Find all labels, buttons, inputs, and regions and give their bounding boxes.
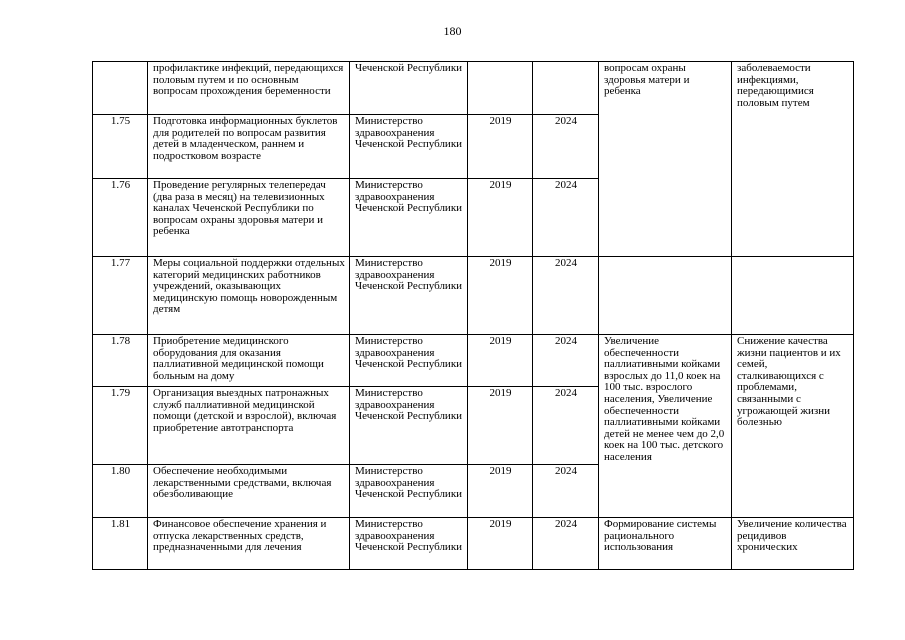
table-row	[93, 62, 854, 115]
risk-cell: Увеличение количества рецидивов хронических	[732, 518, 854, 570]
executor-cell: Министерство здравоохранения Чеченской Республики	[350, 115, 468, 179]
start-year-cell: 2019	[468, 518, 533, 570]
risk-cell	[732, 257, 854, 335]
risk-cell: Снижение качества жизни пациентов и их семей, сталкивающихся с проблемами, связанными с угрожающей жизни болезнью	[732, 335, 854, 518]
expected-result-cell: Увеличение обеспеченности паллиативными койками взрослых до 11,0 коек на 100 тыс. взрослого населения, Увеличение обеспеченности паллиативными койками детей не менее чем до 2,0 коек на 100 тыс. детского населения	[599, 335, 732, 518]
start-year-cell: 2019	[468, 387, 533, 465]
end-year-cell: 2024	[533, 179, 599, 257]
row-number-cell: 1.77	[93, 257, 148, 335]
end-year-cell: 2024	[533, 335, 599, 387]
start-year-cell: 2019	[468, 465, 533, 518]
executor-cell: Министерство здравоохранения Чеченской Республики	[350, 518, 468, 570]
table-row	[93, 335, 854, 387]
expected-result-cell	[599, 257, 732, 335]
end-year-cell: 2024	[533, 257, 599, 335]
end-year-cell: 2024	[533, 387, 599, 465]
event-cell: Проведение регулярных телепередач (два раза в месяц) на телевизионных каналах Чеченской Республики по вопросам охраны здоровья матери и ребенка	[148, 179, 350, 257]
event-cell: Меры социальной поддержки отдельных категорий медицинских работников учреждений, оказывающих медицинскую помощь новорожденным детям	[148, 257, 350, 335]
table-row	[93, 257, 854, 335]
event-cell: Подготовка информационных буклетов для родителей по вопросам развития детей в младенческом, раннем и подростковом возрасте	[148, 115, 350, 179]
row-number-cell	[93, 62, 148, 115]
executor-cell: Министерство здравоохранения Чеченской Республики	[350, 465, 468, 518]
executor-cell: Министерство здравоохранения Чеченской Республики	[350, 257, 468, 335]
event-cell: Приобретение медицинского оборудования для оказания паллиативной медицинской помощи больным на дому	[148, 335, 350, 387]
row-number-cell: 1.75	[93, 115, 148, 179]
row-number-cell: 1.81	[93, 518, 148, 570]
end-year-cell: 2024	[533, 115, 599, 179]
start-year-cell: 2019	[468, 179, 533, 257]
executor-cell: Министерство здравоохранения Чеченской Республики	[350, 179, 468, 257]
measures-table	[92, 61, 854, 570]
executor-cell: Министерство здравоохранения Чеченской Республики	[350, 335, 468, 387]
end-year-cell	[533, 62, 599, 115]
expected-result-cell: Формирование системы рационального использования	[599, 518, 732, 570]
end-year-cell: 2024	[533, 465, 599, 518]
row-number-cell: 1.78	[93, 335, 148, 387]
event-cell: Организация выездных патронажных служб паллиативной медицинской помощи (детской и взрослой), включая приобретение автотранспорта	[148, 387, 350, 465]
end-year-cell: 2024	[533, 518, 599, 570]
start-year-cell: 2019	[468, 335, 533, 387]
page-number: 180	[443, 24, 462, 38]
row-number-cell: 1.76	[93, 179, 148, 257]
row-number-cell: 1.80	[93, 465, 148, 518]
executor-cell: Министерство здравоохранения Чеченской Республики	[350, 387, 468, 465]
event-cell: профилактике инфекций, передающихся половым путем и по основным вопросам прохождения беременности	[148, 62, 350, 115]
start-year-cell: 2019	[468, 257, 533, 335]
row-number-cell: 1.79	[93, 387, 148, 465]
start-year-cell	[468, 62, 533, 115]
executor-cell: Чеченской Республики	[350, 62, 468, 115]
event-cell: Обеспечение необходимыми лекарственными средствами, включая обезболивающие	[148, 465, 350, 518]
event-cell: Финансовое обеспечение хранения и отпуска лекарственных средств, предназначенными для лечения	[148, 518, 350, 570]
table-row	[93, 518, 854, 570]
expected-result-cell: вопросам охраны здоровья матери и ребенка	[599, 62, 732, 257]
start-year-cell: 2019	[468, 115, 533, 179]
risk-cell: заболеваемости инфекциями, передающимися половым путем	[732, 62, 854, 257]
